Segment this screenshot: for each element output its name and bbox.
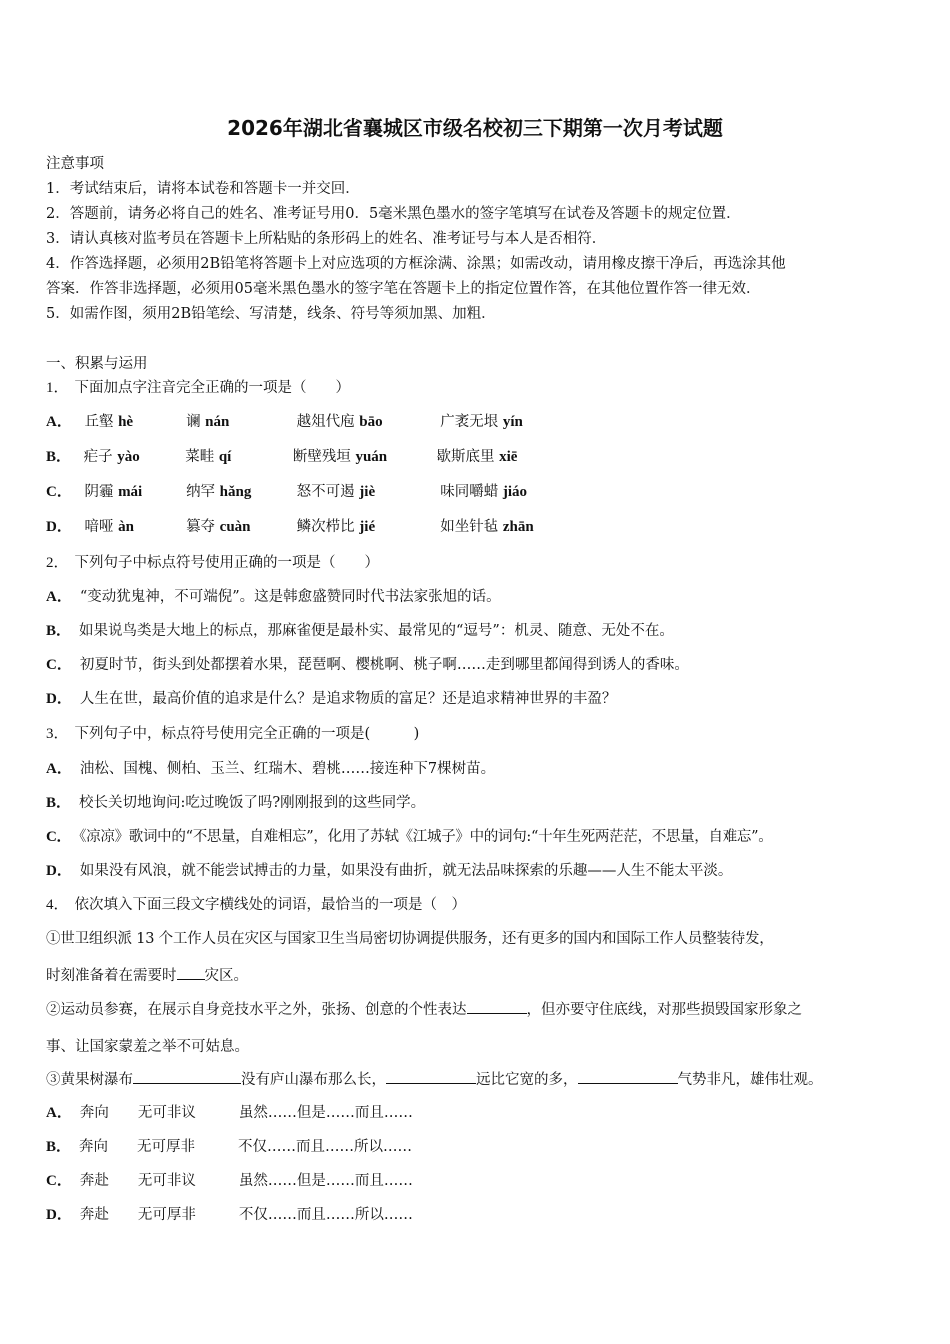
- q2-option-d: D． 人生在世，最高价值的追求是什么？是追求物质的富足？还是追求精神世界的丰盈？: [46, 691, 617, 707]
- pinyin-item: 丘壑 hè: [84, 414, 134, 430]
- q3-option-a: A． 油松、国槐、侧柏、玉兰、红瑞木、碧桃……接连种下7棵树苗。: [46, 761, 496, 777]
- q1-option-c: [46, 480, 527, 501]
- question-number: 2．: [46, 555, 69, 571]
- question-1-stem: [46, 376, 350, 397]
- pinyin-item: 歇斯底里 xiē: [436, 449, 518, 465]
- q3-option-b: B． 校长关切地询问:吃过晚饭了吗?刚刚报到的这些同学。: [46, 795, 426, 811]
- q2-option-b: B． 如果说鸟类是大地上的标点，那麻雀便是最朴实、最常见的“逗号”：机灵、随意、无处不在。: [46, 623, 674, 639]
- fill-blank: [467, 999, 527, 1014]
- section-heading: 一、积累与运用: [46, 356, 148, 372]
- notice-item: 3．请认真核对监考员在答题卡上所粘贴的条形码上的姓名、准考证号与本人是否相符．: [46, 231, 607, 247]
- q3-option-c: C． 《凉凉》歌词中的“不思量，自难相忘”，化用了苏轼《江城子》中的词句:“十年生死两茫茫，不思量，自难忘”。: [46, 829, 773, 845]
- pinyin-item: 怒不可遏 jiè: [296, 484, 376, 500]
- option-label: C．: [46, 484, 72, 500]
- q4-paragraph-2-cont: 事、让国家蒙羞之举不可姑息。: [46, 1039, 249, 1055]
- pinyin-item: 喑哑 àn: [84, 519, 134, 535]
- q1-option-a: [46, 410, 523, 431]
- fill-blank: [133, 1069, 241, 1084]
- pinyin-item: 纳罕 hǎng: [186, 484, 252, 500]
- q2-option-a: A． “变动犹鬼神，不可端倪”。这是韩愈盛赞同时代书法家张旭的话。: [46, 589, 501, 605]
- question-number: 4．: [46, 897, 69, 913]
- pinyin-item: 疟子 yào: [83, 449, 140, 465]
- option-label: D．: [46, 519, 72, 535]
- q1-option-b: [46, 445, 517, 466]
- question-text: 依次填入下面三段文字横线处的词语，最恰当的一项是（ ）: [74, 897, 467, 913]
- pinyin-item: 鳞次栉比 jié: [296, 519, 376, 535]
- question-2-stem: [46, 551, 379, 572]
- notice-heading: 注意事项: [46, 156, 104, 172]
- pinyin-item: 广袤无垠 yín: [440, 414, 523, 430]
- option-label: A．: [46, 414, 72, 430]
- question-text: 下面加点字注音完全正确的一项是（ ）: [74, 380, 351, 396]
- pinyin-item: 如坐针毡 zhān: [440, 519, 534, 535]
- q4-paragraph-3: ③黄果树瀑布 没有庐山瀑布那么长， 远比它宽的多， 气势非凡，雄伟壮观。: [46, 1068, 823, 1089]
- pinyin-item: 阴霾 mái: [84, 484, 143, 500]
- fill-blank: [177, 965, 205, 980]
- q2-option-c: C． 初夏时节，街头到处都摆着水果，琵琶啊、樱桃啊、桃子啊……走到哪里都闻得到诱人的香味。: [46, 657, 689, 673]
- question-text: 下列句子中，标点符号使用完全正确的一项是( ): [74, 726, 420, 742]
- pinyin-item: 谰 nán: [186, 414, 230, 430]
- notice-item: 5．如需作图，须用2B铅笔绘、写清楚，线条、符号等须加黑、加粗．: [46, 306, 496, 322]
- q4-option-a: A． 奔向 无可非议 虽然……但是……而且……: [46, 1105, 413, 1121]
- pinyin-item: 味同嚼蜡 jiáo: [440, 484, 528, 500]
- notice-item: 4．作答选择题，必须用2B铅笔将答题卡上对应选项的方框涂满、涂黑；如需改动，请用橡皮擦干净后，再选涂其他: [46, 256, 786, 272]
- question-number: 3．: [46, 726, 69, 742]
- q1-option-d: [46, 515, 534, 536]
- question-text: 下列句子中标点符号使用正确的一项是（ ）: [74, 555, 380, 571]
- fill-blank: [578, 1069, 678, 1084]
- exam-title: 2026年湖北省襄城区市级名校初三下期第一次月考试题: [227, 116, 723, 140]
- option-label: B．: [46, 449, 72, 465]
- q4-option-c: C． 奔赴 无可非议 虽然……但是……而且……: [46, 1173, 413, 1189]
- fill-blank: [386, 1069, 476, 1084]
- q4-paragraph-1-cont: 时刻准备着在需要时 灾区。: [46, 964, 248, 985]
- question-4-stem: [46, 893, 466, 914]
- pinyin-item: 断壁残垣 yuán: [292, 449, 388, 465]
- notice-item: 2．答题前，请务必将自己的姓名、准考证号用0．5毫米黑色墨水的签字笔填写在试卷及答题卡的规定位置．: [46, 206, 741, 222]
- notice-item: 1．考试结束后，请将本试卷和答题卡一并交回．: [46, 181, 360, 197]
- q4-option-d: D． 奔赴 无可厚非 不仅……而且……所以……: [46, 1207, 413, 1223]
- pinyin-item: 篡夺 cuàn: [186, 519, 251, 535]
- q4-paragraph-1: ①世卫组织派 13 个工作人员在灾区与国家卫生当局密切协调提供服务，还有更多的国内和国际工作人员整装待发，: [46, 931, 774, 947]
- q3-option-d: D． 如果没有风浪，就不能尝试搏击的力量，如果没有曲折，就无法品味探索的乐趣——人生不能太平淡。: [46, 863, 733, 879]
- pinyin-item: 菜畦 qí: [185, 449, 232, 465]
- notice-item: 答案．作答非选择题，必须用05毫米黑色墨水的签字笔在答题卡上的指定位置作答，在其他位置作答一律无效．: [46, 281, 761, 297]
- question-3-stem: [46, 722, 419, 743]
- pinyin-item: 越俎代庖 bāo: [296, 414, 383, 430]
- question-number: 1．: [46, 380, 69, 396]
- q4-paragraph-2: ②运动员参赛，在展示自身竞技水平之外，张扬、创意的个性表达 ，但亦要守住底线，对那些损毁国家形象之: [46, 998, 802, 1019]
- q4-option-b: B． 奔向 无可厚非 不仅……而且……所以……: [46, 1139, 413, 1155]
